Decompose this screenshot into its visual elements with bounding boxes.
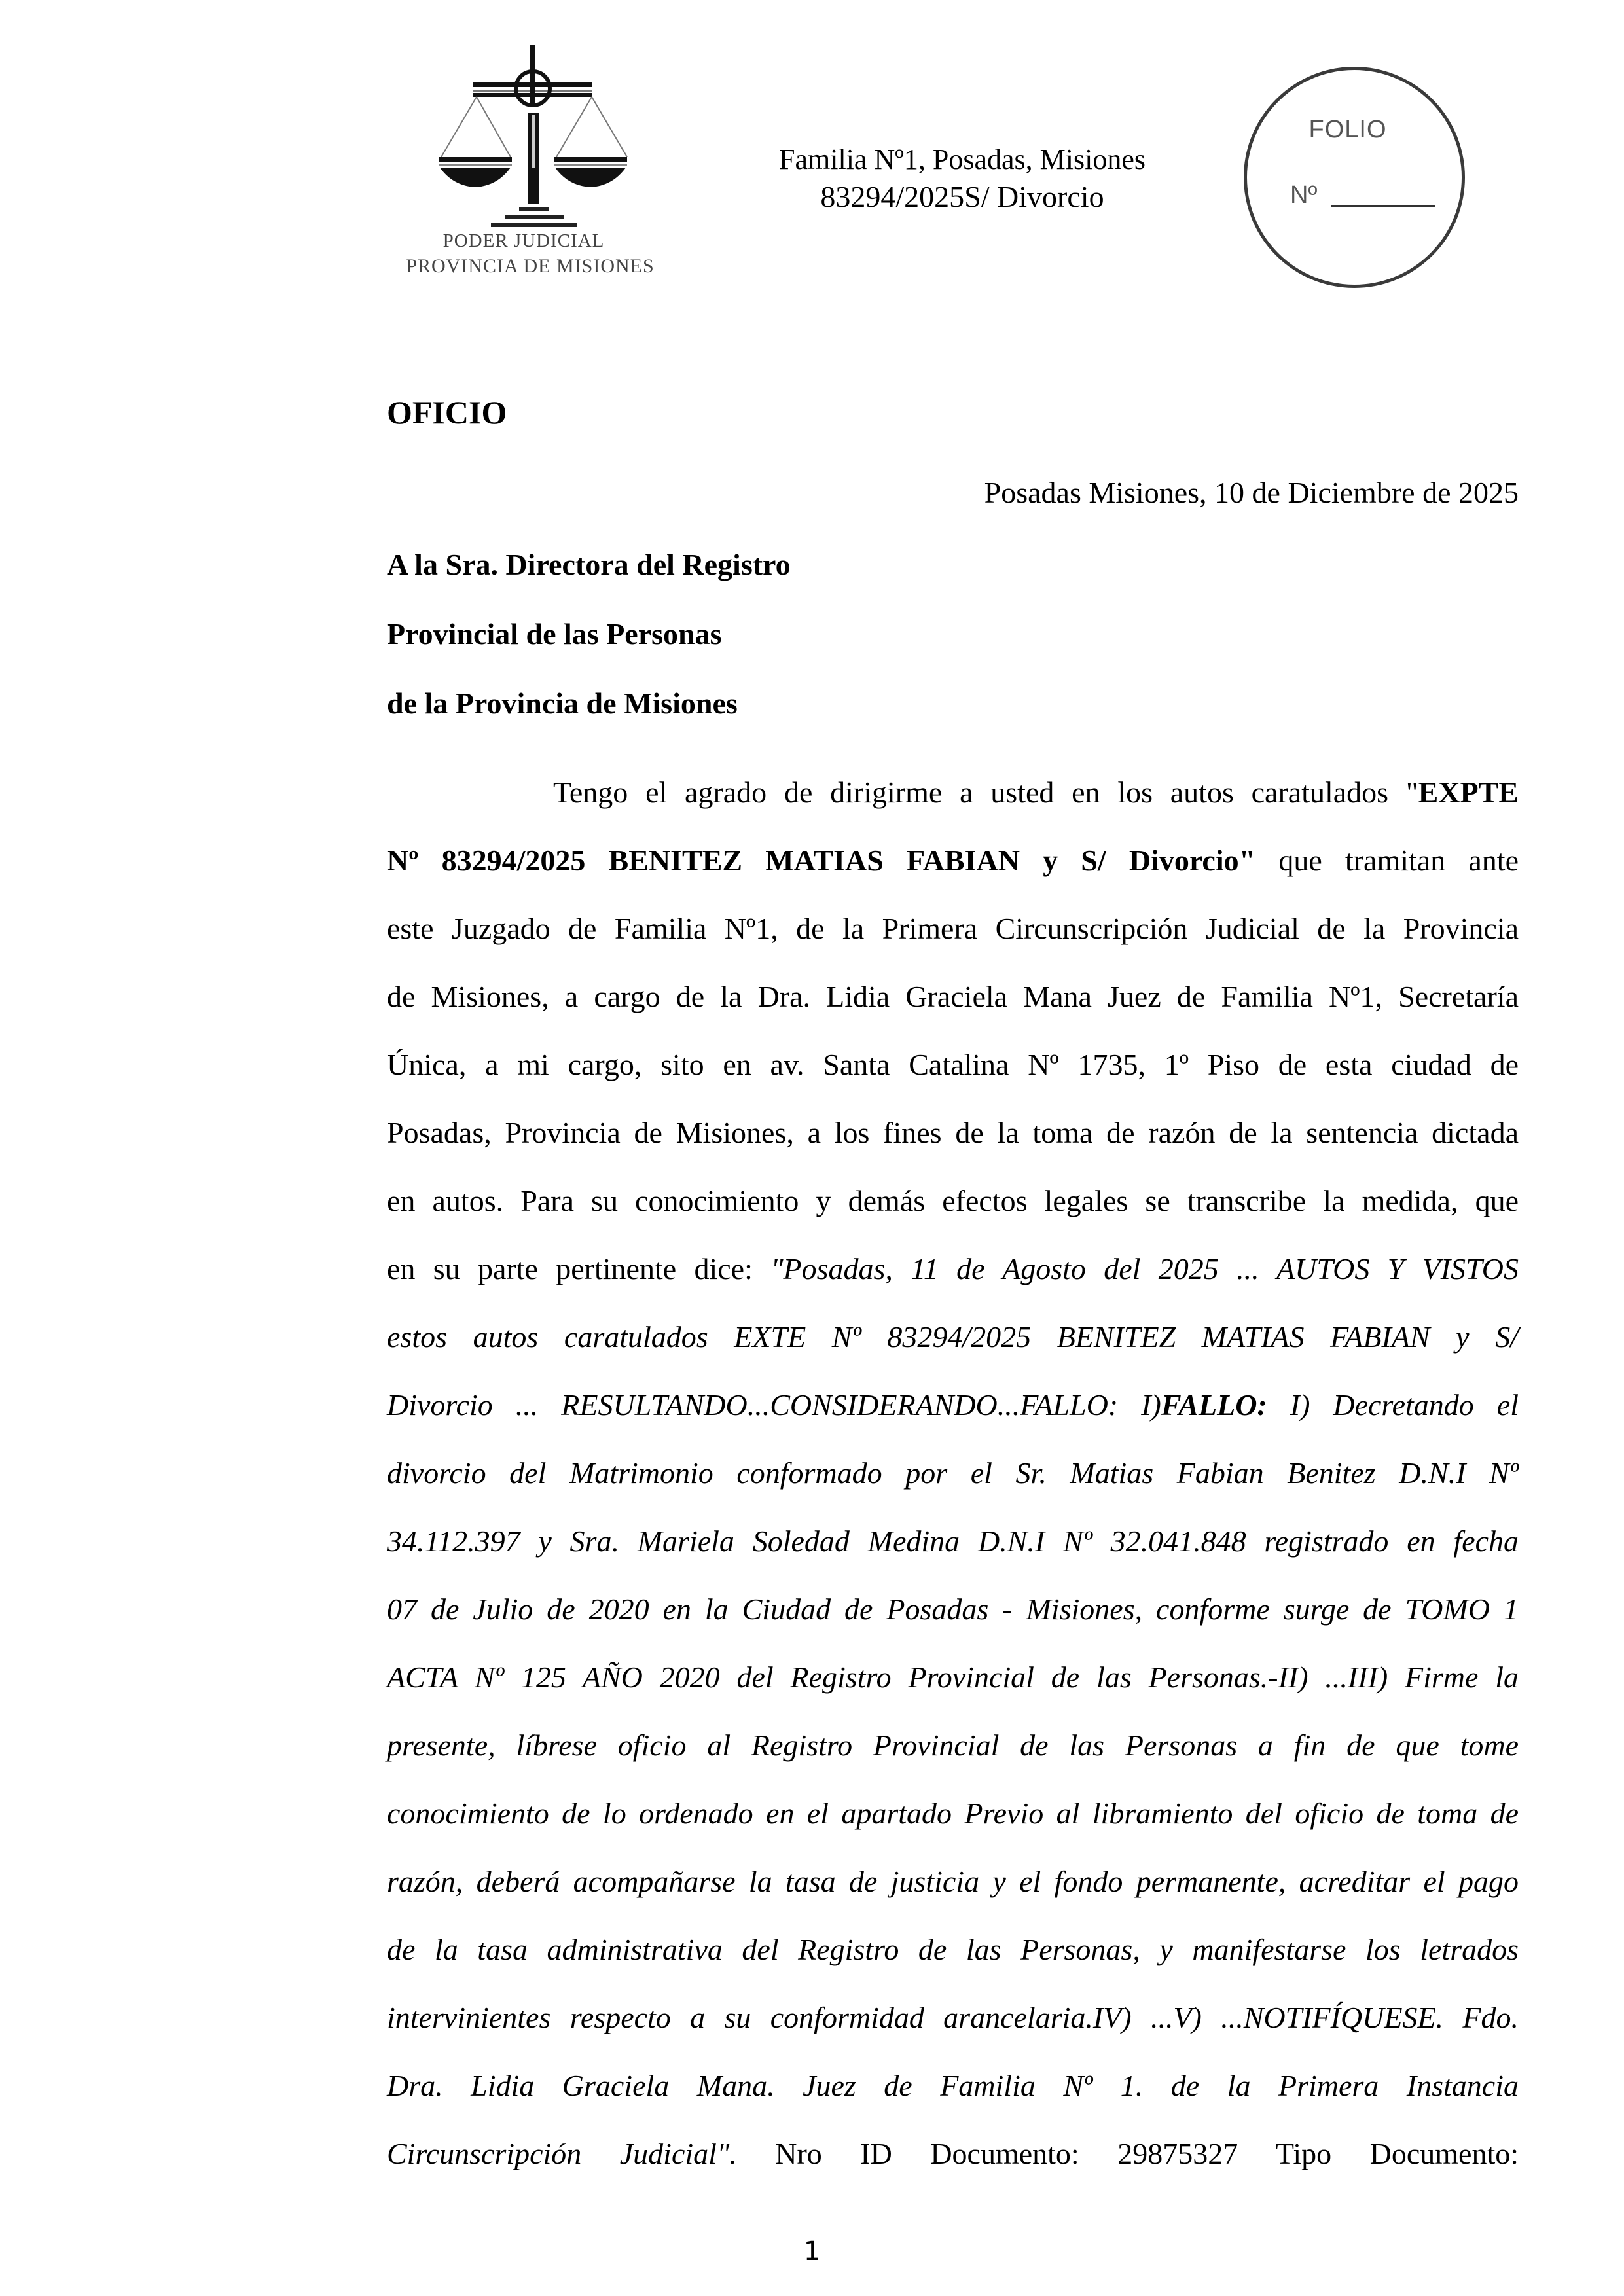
body-line	[387, 1118, 1519, 1148]
body-line	[387, 846, 1519, 876]
body-text-segment: ACTA Nº 125 AÑO 2020 del Registro Provincial de las Personas.-II) ...III) Firme la	[387, 1660, 1519, 1694]
body-text-segment: Tengo el agrado de dirigirme a usted en los autos caratulados "	[553, 776, 1418, 809]
page-number: 1	[803, 2236, 821, 2267]
body-text-segment: Circunscripción Judicial".	[387, 2137, 737, 2170]
body-text-segment: razón, deberá acompañarse la tasa de justicia y el fondo permanente, acreditar el pago	[387, 1865, 1519, 1898]
body-line	[387, 1050, 1519, 1080]
body-line	[387, 914, 1519, 944]
body-text-segment: Nro ID Documento: 29875327 Tipo Documento:	[736, 2137, 1519, 2170]
body-line	[387, 1254, 1519, 1284]
body-text-segment: divorcio del Matrimonio conformado por el Sr. Matias Fabian Benitez D.N.I Nº	[387, 1456, 1519, 1490]
body-line	[387, 2003, 1519, 2033]
body-line	[387, 1390, 1519, 1420]
body-line	[387, 1935, 1519, 1965]
body-text-segment: en autos. Para su conocimiento y demás efectos legales se transcribe la medida, que	[387, 1184, 1519, 1217]
body-text-segment: estos autos caratulados EXTE Nº 83294/2025 BENITEZ MATIAS FABIAN y S/	[387, 1320, 1519, 1354]
body-text-segment: intervinientes respecto a su conformidad arancelaria.IV) ...V) ...NOTIFÍQUESE. Fdo.	[387, 2001, 1519, 2034]
body-text-segment: Posadas, Provincia de Misiones, a los fines de la toma de razón de la sentencia dictada	[387, 1116, 1519, 1149]
body-text-segment: I) Decretando el	[1267, 1388, 1519, 1422]
body-line	[387, 1526, 1519, 1556]
scales-of-justice-icon	[399, 39, 687, 236]
body-line	[387, 2139, 1519, 2169]
body-line	[387, 1458, 1519, 1488]
court-logo	[399, 39, 687, 288]
body-text-segment: de Misiones, a cargo de la Dra. Lidia Graciela Mana Juez de Familia Nº1, Secretaría	[387, 980, 1519, 1013]
court-line: Familia Nº1, Posadas, Misiones	[779, 143, 1146, 175]
body-text-segment: 07 de Julio de 2020 en la Ciudad de Posadas - Misiones, conforme surge de TOMO 1	[387, 1592, 1519, 1626]
body-text-segment: que tramitan ante	[1255, 844, 1519, 877]
addressee-line: Provincial de las Personas	[387, 617, 722, 651]
body-line	[387, 1731, 1519, 1761]
body-text-segment: "Posadas, 11 de Agosto del 2025 ... AUTOS Y VISTOS	[770, 1252, 1519, 1285]
body-text-segment: Divorcio ... RESULTANDO...CONSIDERANDO...FALLO: I)	[387, 1388, 1161, 1422]
logo-text-line2: PROVINCIA DE MISIONES	[406, 255, 655, 277]
body-text-segment: presente, líbrese oficio al Registro Provincial de las Personas a fin de que tome	[387, 1729, 1519, 1762]
body-text-segment: conocimiento de lo ordenado en el apartado Previo al libramiento del oficio de toma de	[387, 1797, 1519, 1830]
body-line	[387, 2071, 1519, 2101]
folio-number-label: Nº	[1290, 181, 1318, 209]
folio-number-blank	[1331, 205, 1435, 207]
document-date: Posadas Misiones, 10 de Diciembre de 2025	[984, 476, 1519, 509]
body-text-segment: 34.112.397 y Sra. Mariela Soledad Medina D.N.I Nº 32.041.848 registrado en fecha	[387, 1524, 1519, 1558]
folio-title: FOLIO	[1308, 116, 1387, 143]
body-text-segment: Nº 83294/2025 BENITEZ MATIAS FABIAN y S/ Divorcio"	[387, 844, 1256, 877]
body-text-segment: Dra. Lidia Graciela Mana. Juez de Familia Nº 1. de la Primera Instancia	[387, 2069, 1519, 2102]
addressee-line: A la Sra. Directora del Registro	[387, 548, 791, 581]
body-line	[553, 778, 1519, 808]
body-line	[387, 1662, 1519, 1693]
body-text-segment: Única, a mi cargo, sito en av. Santa Catalina Nº 1735, 1º Piso de esta ciudad de	[387, 1048, 1519, 1081]
folio-stamp	[1244, 67, 1465, 288]
body-line	[387, 982, 1519, 1012]
addressee-line: de la Provincia de Misiones	[387, 687, 738, 720]
body-line	[387, 1594, 1519, 1624]
body-text-segment: de la tasa administrativa del Registro de las Personas, y manifestarse los letrados	[387, 1933, 1519, 1966]
body-line	[387, 1186, 1519, 1216]
body-line	[387, 1322, 1519, 1352]
body-text-segment: EXPTE	[1418, 776, 1519, 809]
body-text-segment: FALLO:	[1161, 1388, 1267, 1422]
document-title: OFICIO	[387, 394, 507, 431]
case-line: 83294/2025S/ Divorcio	[820, 180, 1104, 213]
body-line	[387, 1799, 1519, 1829]
body-line	[387, 1867, 1519, 1897]
logo-text-line1: PODER JUDICIAL	[442, 230, 605, 251]
body-text-segment: en su parte pertinente dice:	[387, 1252, 771, 1285]
body-text-segment: este Juzgado de Familia Nº1, de la Primera Circunscripción Judicial de la Provincia	[387, 912, 1519, 945]
